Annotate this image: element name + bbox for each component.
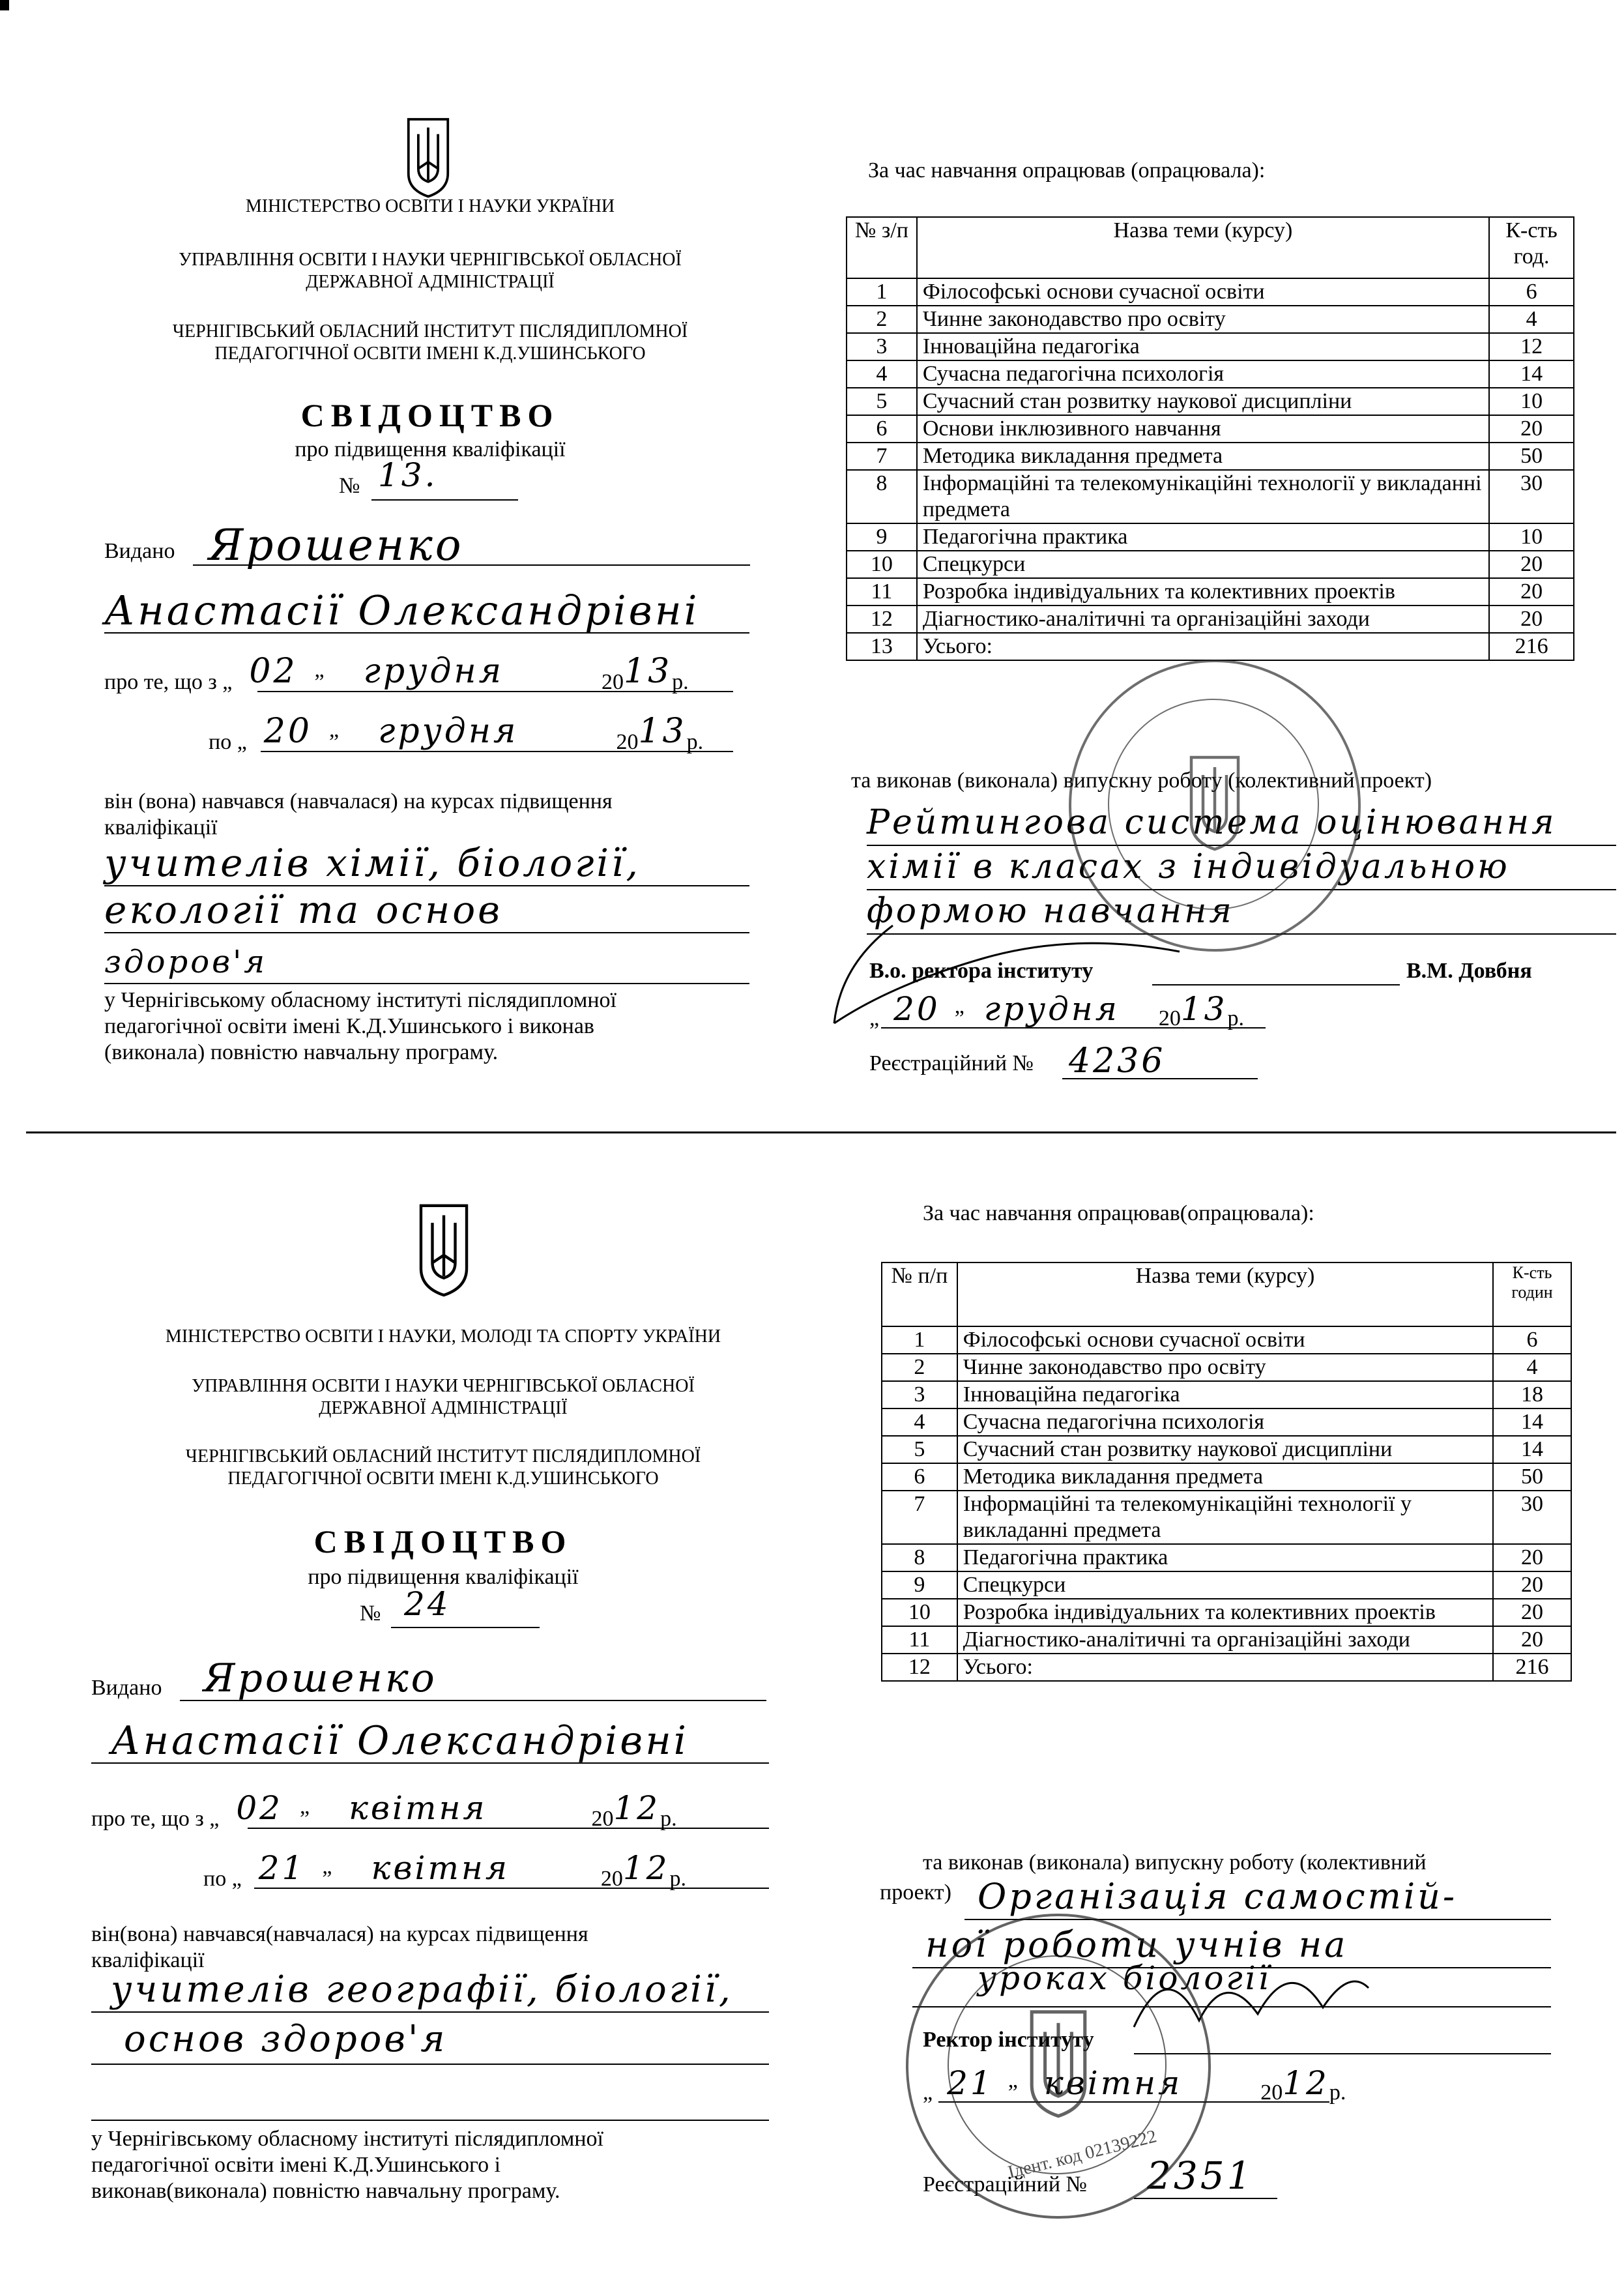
studied-intro: За час навчання опрацював(опрацювала): xyxy=(923,1201,1314,1225)
certificate-subtitle: про підвищення кваліфікації xyxy=(295,437,566,461)
registration-number: 4236 xyxy=(1069,1042,1166,1081)
course-line-2: екології та основ xyxy=(104,888,502,932)
table-row: 12 Діагностико-аналітичні та організаційні заходи 20 xyxy=(847,606,1574,633)
table-row: 3 Інноваційна педагогіка 12 xyxy=(847,333,1574,360)
courses-table xyxy=(881,1262,1572,1682)
holder-given-names: Анастасії Олександрівні xyxy=(104,587,700,634)
institute-stamp xyxy=(1069,660,1361,952)
header-topic: Назва теми (курсу) xyxy=(957,1262,1493,1326)
ministry-heading: МІНІСТЕРСТВО ОСВІТИ І НАУКИ, МОЛОДІ ТА СПОРТУ УКРАЇНИ xyxy=(165,1326,721,1347)
table-header-row xyxy=(882,1262,1571,1326)
project-line-3: формою навчання xyxy=(867,892,1234,931)
table-row: 4 Сучасна педагогічна психологія 14 xyxy=(847,360,1574,388)
holder-surname: Ярошенко xyxy=(203,1656,437,1701)
project-line-2: хімії в класах з індивідуальною xyxy=(867,847,1510,886)
certificate-number-label: № xyxy=(339,474,360,498)
header-hours: К-сть годин xyxy=(1493,1262,1571,1326)
table-row: 2 Чинне законодавство про освіту 4 xyxy=(882,1354,1571,1381)
certificate-title: СВІДОЦТВО xyxy=(313,1523,573,1560)
closing-statement: у Чернігівському обласному інституті післядипломної педагогічної освіти імені К.Д.Ушинського і виконав(виконала) повністю навчальну програму. xyxy=(91,2127,604,2203)
trident-emblem-icon xyxy=(414,1202,473,1297)
course-line-1: учителів географії, біології, xyxy=(111,1968,733,2011)
table-row: 8 Педагогічна практика 20 xyxy=(882,1544,1571,1571)
table-row: 9 Спецкурси 20 xyxy=(882,1571,1571,1599)
table-row: 1 Філософські основи сучасної освіти 6 xyxy=(882,1326,1571,1354)
studied-statement: він(вона) навчався(навчалася) на курсах підвищення кваліфікації xyxy=(91,1922,588,1972)
period-from: про те, що з „ 02 ” квітня 2012р. xyxy=(91,1789,677,1831)
period-from: про те, що з „ 02 ” грудня 2013р. xyxy=(104,652,689,694)
signing-date: „ 20 ” грудня 2013р. xyxy=(869,990,1244,1030)
project-line-2: ної роботи учнів на xyxy=(925,1924,1348,1965)
project-line-1: Організація самостій- xyxy=(978,1876,1458,1917)
certificate-title: СВІДОЦТВО xyxy=(300,397,560,433)
course-line-3: здоров'я xyxy=(104,944,268,980)
period-to: по „ 21 ” квітня 2012р. xyxy=(203,1849,687,1891)
table-row: 11 Діагностико-аналітичні та організаційні заходи 20 xyxy=(882,1626,1571,1654)
table-row: 6 Основи інклюзивного навчання 20 xyxy=(847,415,1574,443)
table-row: 4 Сучасна педагогічна психологія 14 xyxy=(882,1408,1571,1436)
table-row: 1 Філософські основи сучасної освіти 6 xyxy=(847,278,1574,306)
certificate-number-label: № xyxy=(360,1601,381,1626)
header-number: № п/п xyxy=(882,1262,957,1326)
closing-statement: у Чернігівському обласному інституті післядипломної педагогічної освіти імені К.Д.Ушинського і виконав (виконала) повністю навчальну програму. xyxy=(104,988,617,1064)
institute-stamp xyxy=(906,1914,1211,2219)
table-row: 10 Спецкурси 20 xyxy=(847,551,1574,578)
table-total-row: 12 Усього: 216 xyxy=(882,1654,1571,1681)
table-row: 10 Розробка індивідуальних та колективних проектів 20 xyxy=(882,1599,1571,1626)
project-line-1: Рейтингова система оцінювання xyxy=(867,803,1557,842)
course-line-1: учителів хімії, біології, xyxy=(104,841,641,885)
courses-table xyxy=(846,216,1574,661)
holder-surname: Ярошенко xyxy=(209,520,464,570)
project-label-continued: проект) xyxy=(880,1880,951,1904)
table-header-row xyxy=(847,217,1574,278)
signing-date: „ 21 ” квітня 2012р. xyxy=(923,2064,1346,2105)
issued-label: Видано xyxy=(91,1676,162,1700)
department-heading: УПРАВЛІННЯ ОСВІТИ І НАУКИ ЧЕРНІГІВСЬКОЇ ОБЛАСНОЇ ДЕРЖАВНОЇ АДМІНІСТРАЦІЇ xyxy=(179,250,682,292)
header-topic: Назва теми (курсу) xyxy=(917,217,1489,278)
stamp-code: Ідент. код 02139222 xyxy=(1006,2126,1159,2183)
corner-mark xyxy=(0,0,9,10)
studied-statement: він (вона) навчався (навчалася) на курсах підвищення кваліфікації xyxy=(104,789,613,839)
table-row: 7 Методика викладання предмета 50 xyxy=(847,443,1574,470)
ministry-heading: МІНІСТЕРСТВО ОСВІТИ І НАУКИ УКРАЇНИ xyxy=(245,196,615,216)
table-row: 3 Інноваційна педагогіка 18 xyxy=(882,1381,1571,1408)
project-line-3: уроках біології xyxy=(978,1959,1271,1997)
rector-label: Ректор інституту xyxy=(923,2028,1094,2052)
institute-heading: ЧЕРНІГІВСЬКИЙ ОБЛАСНИЙ ІНСТИТУТ ПІСЛЯДИПЛОМНОЇ ПЕДАГОГІЧНОЇ ОСВІТИ ІМЕНІ К.Д.УШИНСЬКОГО xyxy=(172,321,688,364)
rector-name: В.М. Довбня xyxy=(1406,959,1532,983)
registration-number: 2351 xyxy=(1147,2153,1254,2198)
project-label: та виконав (виконала) випускну роботу (колективний проект) xyxy=(851,768,1432,793)
table-row: 6 Методика викладання предмета 50 xyxy=(882,1463,1571,1491)
certificate-subtitle: про підвищення кваліфікації xyxy=(308,1565,579,1589)
table-row: 2 Чинне законодавство про освіту 4 xyxy=(847,306,1574,333)
stamp-trident-icon xyxy=(1176,753,1254,851)
holder-given-names: Анастасії Олександрівні xyxy=(111,1718,689,1764)
studied-intro: За час навчання опрацював (опрацювала): xyxy=(868,158,1266,182)
table-row: 5 Сучасний стан розвитку наукової дисципліни 10 xyxy=(847,388,1574,415)
header-hours: К-сть год. xyxy=(1489,217,1574,278)
header-number: № з/п xyxy=(847,217,917,278)
course-line-2: основ здоров'я xyxy=(124,2018,448,2060)
trident-emblem-icon xyxy=(403,116,454,198)
institute-heading: ЧЕРНІГІВСЬКИЙ ОБЛАСНИЙ ІНСТИТУТ ПІСЛЯДИПЛОМНОЇ ПЕДАГОГІЧНОЇ ОСВІТИ ІМЕНІ К.Д.УШИНСЬКОГО xyxy=(185,1446,701,1489)
certificate-number: 24 xyxy=(404,1585,451,1623)
rector-label: В.о. ректора інституту xyxy=(869,959,1094,983)
department-heading: УПРАВЛІННЯ ОСВІТИ І НАУКИ ЧЕРНІГІВСЬКОЇ ОБЛАСНОЇ ДЕРЖАВНОЇ АДМІНІСТРАЦІЇ xyxy=(192,1376,695,1418)
table-row: 7 Інформаційні та телекомунікаційні технології у викладанні предмета 30 xyxy=(882,1491,1571,1544)
section-divider xyxy=(26,1131,1616,1133)
registration-label: Реєстраційний № xyxy=(923,2172,1087,2196)
table-row: 11 Розробка індивідуальних та колективних проектів 20 xyxy=(847,578,1574,606)
table-row: 8 Інформаційні та телекомунікаційні технології у викладанні предмета 30 xyxy=(847,470,1574,523)
registration-label: Реєстраційний № xyxy=(869,1051,1034,1075)
issued-label: Видано xyxy=(104,539,175,563)
table-total-row: 13 Усього: 216 xyxy=(847,633,1574,660)
certificate-number: 13. xyxy=(378,456,438,494)
stamp-trident-icon xyxy=(1013,2007,1104,2118)
table-row: 5 Сучасний стан розвитку наукової дисципліни 14 xyxy=(882,1436,1571,1463)
table-row: 9 Педагогічна практика 10 xyxy=(847,523,1574,551)
period-to: по „ 20 ” грудня 2013р. xyxy=(209,712,704,754)
project-label: та виконав (виконала) випускну роботу (колективний xyxy=(923,1850,1427,1875)
